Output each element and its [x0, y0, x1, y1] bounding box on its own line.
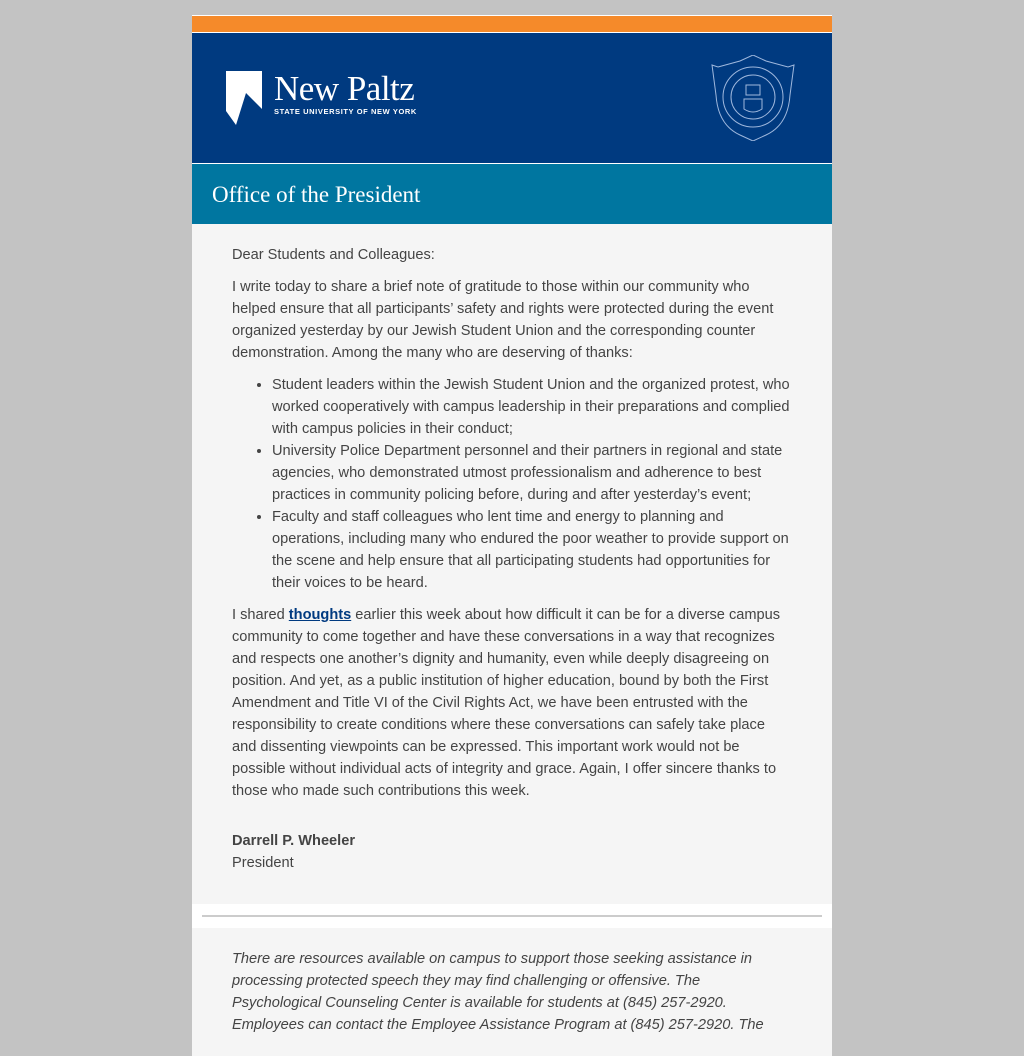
email-container — [192, 15, 832, 1056]
divider — [192, 904, 832, 928]
list-item: • Student leaders within the Jewish Student Union and the organized protest, who worked cooperatively with campus leadership in their preparations and complied with campus policies in their conduct; — [272, 374, 792, 440]
signature — [232, 830, 792, 874]
signer-name: Darrell P. Wheeler — [232, 833, 356, 849]
intro-paragraph: I write today to share a brief note of gratitude to those within our community who helped ensure that all participants’ safety and rights were protected during the event organized yesterday by our Jewish Student Union and the corresponding counter demonstration. Among the many who are deserving of thanks: — [232, 279, 774, 361]
list-item: • University Police Department personnel and their partners in regional and state agencies, who demonstrated utmost professionalism and adherence to best practices in community policing before, during and after yesterday’s event; — [272, 440, 792, 506]
greeting: Dear Students and Colleagues: — [232, 247, 435, 263]
resources-footer — [192, 928, 832, 1056]
orange-bar — [192, 15, 832, 33]
letter-body — [192, 224, 832, 904]
text: I shared — [232, 607, 289, 623]
list-item: • Faculty and staff colleagues who lent time and energy to planning and operations, including many who endured the poor weather to provide support on the scene and help ensure that all participating students had opportunities for their voices to be heard. — [272, 506, 792, 594]
new-paltz-logo[interactable] — [226, 71, 417, 125]
signer-title: President — [232, 855, 294, 871]
header-banner — [192, 33, 832, 164]
logo-name: New Paltz — [274, 69, 415, 108]
university-seal-icon — [710, 55, 796, 141]
office-banner — [192, 164, 832, 224]
logo-mark-icon — [226, 71, 262, 125]
resources-text: There are resources available on campus to support those seeking assistance in processing protected speech they may find challenging or offensive. The Psychological Counseling Center is available for students at (845) 257-2920. Employees can contact the Employee Assistance Program at (845) 257-2920. The — [232, 951, 764, 1033]
thoughts-link[interactable]: thoughts — [288, 607, 352, 623]
office-title: Office of the President — [212, 182, 421, 207]
logo-subtitle: STATE UNIVERSITY OF NEW YORK — [274, 107, 417, 116]
text: earlier this week about how difficult it can be for a diverse campus community to come together and have these conversations in a way that recognizes and respects one another’s dignity and humanity, even while deeply disagreeing on position. And yet, as a public institution of higher education, bound by both the First Amendment and Title VI of the Civil Rights Act, we have been entrusted with the responsibility to create conditions where these conversations can safely take place and dissenting viewpoints can be expressed. This important work would not be possible without individual acts of integrity and grace. Again, I offer sincere thanks to those who made such contributions this week. — [232, 607, 781, 799]
thanks-list — [232, 374, 792, 594]
second-paragraph — [232, 604, 792, 802]
